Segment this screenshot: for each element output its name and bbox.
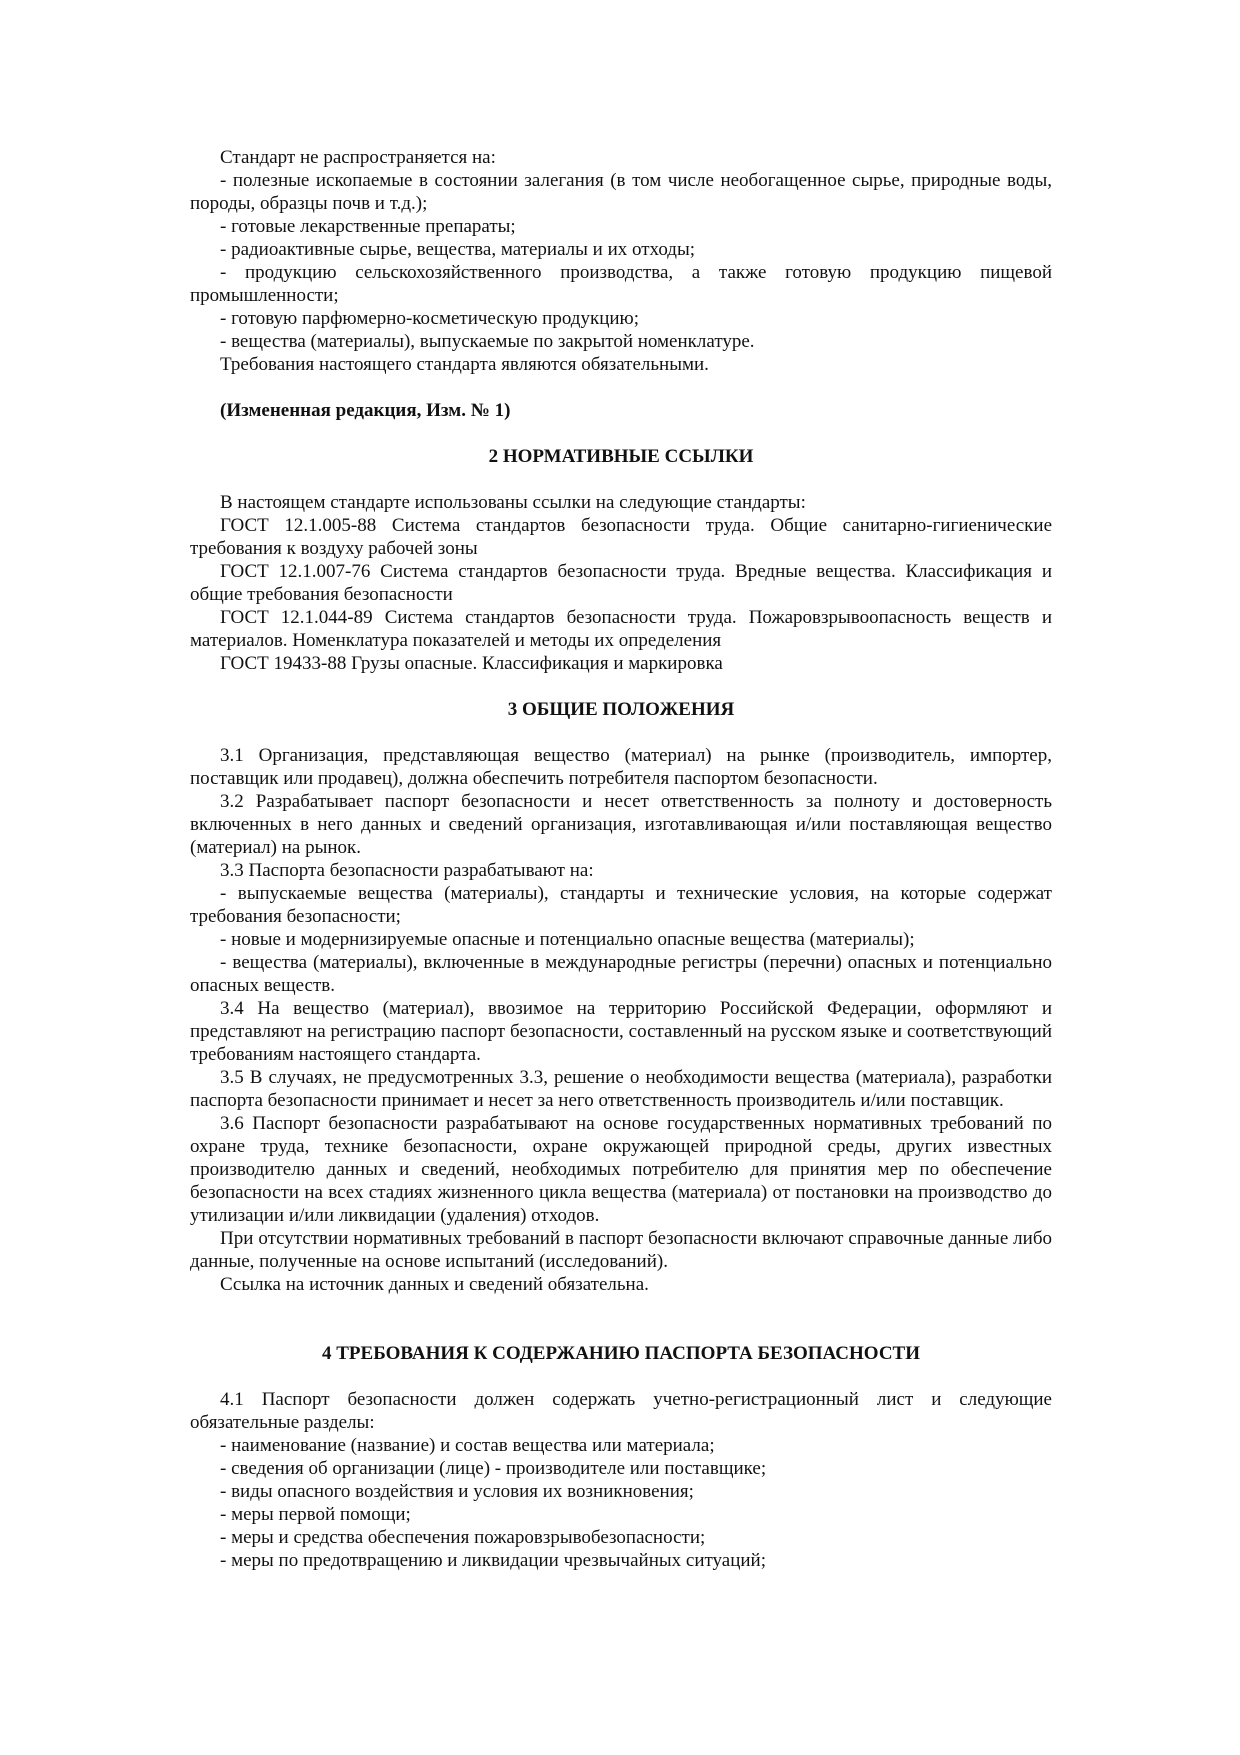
section-heading: 2 НОРМАТИВНЫЕ ССЫЛКИ	[488, 446, 754, 467]
paragraph: Стандарт не распространяется на:	[220, 147, 496, 168]
paragraph: 3.3 Паспорта безопасности разрабатывают на:	[220, 860, 594, 881]
list-item: - меры по предотвращению и ликвидации чрезвычайных ситуаций;	[220, 1550, 766, 1571]
general-section	[190, 698, 1052, 1296]
list-item: - продукцию сельскохозяйственного производства, а также готовую продукцию пищевой промышленности;	[190, 262, 1052, 306]
paragraph: 3.4 На вещество (материал), ввозимое на территорию Российской Федерации, оформляют и представляют на регистрацию паспорт безопасности, составленный на русском языке и соответствующий требованиям настоящего стандарта.	[190, 998, 1052, 1065]
paragraph: 3.2 Разрабатывает паспорт безопасности и несет ответственность за полноту и достоверность включенных в него данных и сведений организация, изготавливающая и/или поставляющая вещество (материал) на рынок.	[190, 791, 1052, 858]
paragraph: Ссылка на источник данных и сведений обязательна.	[220, 1274, 649, 1295]
list-item: - готовые лекарственные препараты;	[220, 216, 516, 237]
list-item: - выпускаемые вещества (материалы), стандарты и технические условия, на которые содержат требования безопасности;	[190, 883, 1052, 927]
reference-item: ГОСТ 12.1.044-89 Система стандартов безопасности труда. Пожаровзрывоопасность веществ и материалов. Номенклатура показателей и методы их определения	[190, 607, 1052, 651]
references-section	[190, 445, 1052, 675]
list-item: - сведения об организации (лице) - производителе или поставщике;	[220, 1458, 767, 1479]
paragraph: 3.5 В случаях, не предусмотренных 3.3, решение о необходимости вещества (материала), разработки паспорта безопасности принимает и несет за него ответственность производитель и/или поставщик.	[190, 1067, 1052, 1111]
paragraph: 3.6 Паспорт безопасности разрабатывают на основе государственных нормативных требований по охране труда, технике безопасности, охране окружающей природной среды, других известных производителю данных и сведений, необходимых потребителю для принятия мер по обеспечение безопасности на всех стадиях жизненного цикла вещества (материала) от постановки на производство до утилизации и/или ликвидации (удаления) отходов.	[190, 1113, 1052, 1226]
section-gap	[190, 1296, 1052, 1319]
reference-item: ГОСТ 12.1.007-76 Система стандартов безопасности труда. Вредные вещества. Классификация и общие требования безопасности	[190, 561, 1052, 605]
list-item: - вещества (материалы), включенные в международные регистры (перечни) опасных и потенциально опасных веществ.	[190, 952, 1052, 996]
reference-item: ГОСТ 19433-88 Грузы опасные. Классификация и маркировка	[220, 653, 723, 674]
paragraph: 4.1 Паспорт безопасности должен содержать учетно-регистрационный лист и следующие обязательные разделы:	[190, 1389, 1052, 1433]
list-item: - радиоактивные сырье, вещества, материалы и их отходы;	[220, 239, 695, 260]
paragraph: При отсутствии нормативных требований в паспорт безопасности включают справочные данные либо данные, полученные на основе испытаний (исследований).	[190, 1228, 1052, 1272]
paragraph: В настоящем стандарте использованы ссылки на следующие стандарты:	[220, 492, 806, 513]
list-item: - наименование (название) и состав вещества или материала;	[220, 1435, 715, 1456]
scope-section	[190, 146, 1052, 422]
list-item: - вещества (материалы), выпускаемые по закрытой номенклатуре.	[220, 331, 755, 352]
amendment-note: (Измененная редакция, Изм. № 1)	[220, 400, 511, 421]
section-heading: 4 ТРЕБОВАНИЯ К СОДЕРЖАНИЮ ПАСПОРТА БЕЗОПАСНОСТИ	[322, 1343, 920, 1364]
section-heading: 3 ОБЩИЕ ПОЛОЖЕНИЯ	[507, 699, 735, 720]
list-item: - виды опасного воздействия и условия их возникновения;	[220, 1481, 694, 1502]
list-item: - меры первой помощи;	[220, 1504, 411, 1525]
requirements-section	[190, 1342, 1052, 1572]
paragraph: Требования настоящего стандарта являются обязательными.	[220, 354, 709, 375]
list-item: - новые и модернизируемые опасные и потенциально опасные вещества (материалы);	[220, 929, 915, 950]
list-item: - готовую парфюмерно-косметическую продукцию;	[220, 308, 640, 329]
list-item: - полезные ископаемые в состоянии залегания (в том числе необогащенное сырье, природные воды, породы, образцы почв и т.д.);	[190, 170, 1052, 214]
list-item: - меры и средства обеспечения пожаровзрывобезопасности;	[220, 1527, 706, 1548]
reference-item: ГОСТ 12.1.005-88 Система стандартов безопасности труда. Общие санитарно-гигиенические требования к воздуху рабочей зоны	[190, 515, 1052, 559]
paragraph: 3.1 Организация, представляющая вещество (материал) на рынке (производитель, импортер, поставщик или продавец), должна обеспечить потребителя паспортом безопасности.	[190, 745, 1052, 789]
